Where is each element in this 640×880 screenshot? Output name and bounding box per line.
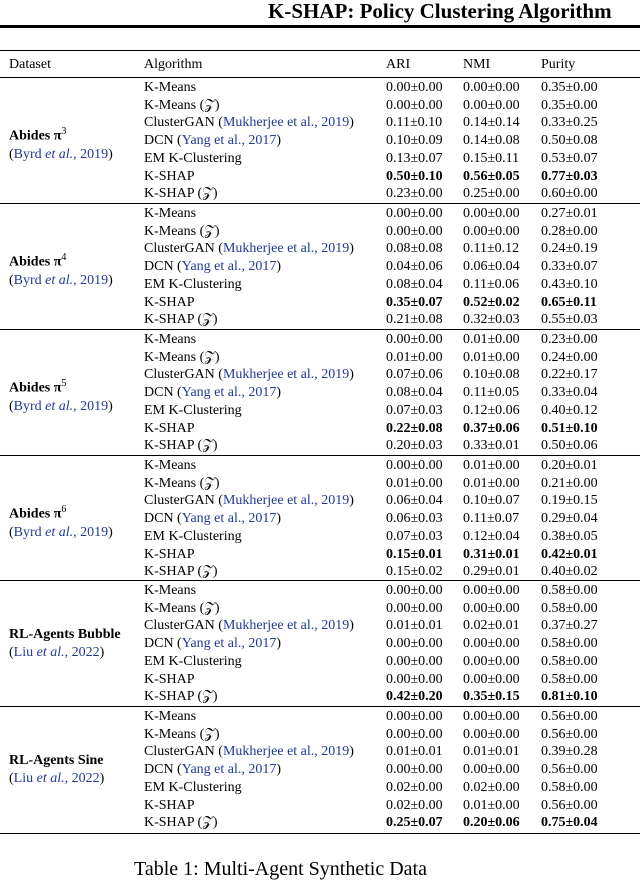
algorithm-cell: ClusterGAN (Mukherjee et al., 2019): [144, 618, 354, 634]
purity-cell: 0.24±0.19: [541, 241, 598, 257]
algorithm-cell: K-Means: [144, 583, 197, 598]
algorithm-cell: DCN (Yang et al., 2017): [144, 636, 282, 652]
purity-cell: 0.39±0.28: [541, 744, 598, 760]
purity-cell: 0.75±0.04: [541, 815, 598, 831]
ari-cell: 0.10±0.09: [386, 133, 443, 149]
nmi-cell: 0.02±0.00: [463, 779, 520, 795]
table-row: [0, 510, 640, 528]
column-header-nmi: NMI: [463, 57, 491, 72]
purity-cell: 0.33±0.04: [541, 385, 598, 401]
ari-cell: 0.08±0.04: [386, 385, 443, 401]
column-header-dataset: Dataset: [9, 57, 51, 72]
table-row: [0, 185, 640, 203]
nmi-cell: 0.01±0.00: [463, 458, 520, 473]
table-row: [0, 349, 640, 367]
table-row: [0, 582, 640, 600]
table-row: [0, 79, 640, 97]
nmi-cell: 0.11±0.07: [463, 511, 520, 527]
ari-cell: 0.08±0.04: [386, 276, 443, 292]
nmi-cell: 0.01±0.00: [463, 349, 520, 365]
algorithm-cell: K-SHAP (𝒵): [144, 186, 218, 202]
algorithm-cell: ClusterGAN (Mukherjee et al., 2019): [144, 493, 354, 509]
ari-cell: 0.20±0.03: [386, 438, 443, 454]
nmi-cell: 0.15±0.11: [463, 150, 520, 166]
purity-cell: 0.77±0.03: [541, 168, 598, 184]
nmi-cell: 0.00±0.00: [463, 671, 520, 687]
column-header-purity: Purity: [541, 57, 576, 72]
nmi-cell: 0.00±0.00: [463, 223, 520, 239]
table-row: [0, 528, 640, 546]
purity-cell: 0.21±0.00: [541, 475, 598, 491]
nmi-cell: 0.01±0.00: [463, 332, 520, 347]
table-row: [0, 546, 640, 564]
nmi-cell: 0.52±0.02: [463, 294, 520, 310]
purity-cell: 0.50±0.08: [541, 133, 598, 149]
ari-cell: 0.02±0.00: [386, 797, 443, 813]
table-row: [0, 743, 640, 761]
table-caption: Table 1: Multi-Agent Synthetic Data: [134, 858, 427, 880]
table-row: [0, 635, 640, 653]
purity-cell: 0.65±0.11: [541, 294, 597, 310]
nmi-cell: 0.11±0.06: [463, 276, 520, 292]
purity-cell: 0.55±0.03: [541, 312, 598, 328]
dataset-superscript: 5: [61, 378, 67, 389]
purity-cell: 0.40±0.02: [541, 564, 598, 580]
nmi-cell: 0.12±0.04: [463, 528, 520, 544]
nmi-cell: 0.37±0.06: [463, 420, 520, 436]
purity-cell: 0.58±0.00: [541, 671, 598, 687]
dataset-name: Abides $\pi^3$: [9, 126, 67, 144]
algorithm-cell: K-SHAP (𝒵): [144, 438, 218, 454]
table-row: [0, 240, 640, 258]
nmi-cell: 0.35±0.15: [463, 689, 520, 705]
ari-cell: 0.06±0.03: [386, 511, 443, 527]
algorithm-citation[interactable]: Mukherjee et al., 2019: [222, 744, 350, 760]
purity-cell: 0.58±0.00: [541, 636, 598, 652]
table-row: [0, 797, 640, 815]
algorithm-citation[interactable]: Yang et al., 2017: [181, 636, 277, 652]
nmi-cell: 0.02±0.01: [463, 618, 520, 634]
nmi-cell: 0.10±0.07: [463, 493, 520, 509]
ari-cell: 0.01±0.01: [386, 744, 443, 760]
purity-cell: 0.58±0.00: [541, 583, 598, 598]
nmi-cell: 0.00±0.00: [463, 97, 520, 113]
table-row: [0, 366, 640, 384]
ari-cell: 0.35±0.07: [386, 294, 443, 310]
table-row: [0, 150, 640, 168]
nmi-cell: 0.29±0.01: [463, 564, 520, 580]
algorithm-cell: ClusterGAN (Mukherjee et al., 2019): [144, 744, 354, 760]
nmi-cell: 0.00±0.00: [463, 726, 520, 742]
algorithm-citation[interactable]: Mukherjee et al., 2019: [222, 493, 350, 509]
group-separator: [0, 77, 640, 78]
ari-cell: 0.02±0.00: [386, 779, 443, 795]
purity-cell: 0.22±0.17: [541, 367, 598, 383]
ari-cell: 0.11±0.10: [386, 115, 443, 131]
nmi-cell: 0.10±0.08: [463, 367, 520, 383]
table-row: [0, 475, 640, 493]
table-row: [0, 708, 640, 726]
nmi-cell: 0.00±0.00: [463, 583, 520, 598]
purity-cell: 0.51±0.10: [541, 420, 598, 436]
purity-cell: 0.33±0.07: [541, 259, 598, 275]
nmi-cell: 0.00±0.00: [463, 636, 520, 652]
table-row: [0, 294, 640, 312]
algorithm-cell: K-Means (𝒵): [144, 223, 220, 239]
algorithm-cell: K-SHAP (𝒵): [144, 815, 218, 831]
table-row: [0, 223, 640, 241]
column-header-ari: ARI: [386, 57, 411, 72]
nmi-cell: 0.14±0.14: [463, 115, 520, 131]
algorithm-cell: K-SHAP: [144, 294, 195, 310]
table-row: [0, 563, 640, 581]
algorithm-citation[interactable]: Mukherjee et al., 2019: [222, 241, 350, 257]
ari-cell: 0.00±0.00: [386, 671, 443, 687]
group-separator: [0, 329, 640, 330]
purity-cell: 0.20±0.01: [541, 458, 598, 473]
algorithm-cell: EM K-Clustering: [144, 402, 242, 418]
purity-cell: 0.56±0.00: [541, 709, 598, 724]
group-separator: [0, 203, 640, 204]
ari-cell: 0.01±0.01: [386, 618, 443, 634]
table-row: [0, 457, 640, 475]
table-row: [0, 402, 640, 420]
nmi-cell: 0.14±0.08: [463, 133, 520, 149]
nmi-cell: 0.00±0.00: [463, 80, 520, 95]
nmi-cell: 0.01±0.01: [463, 744, 520, 760]
ari-cell: 0.01±0.00: [386, 349, 443, 365]
ari-cell: 0.15±0.01: [386, 546, 443, 562]
table-row: [0, 258, 640, 276]
algorithm-cell: K-Means (𝒵): [144, 349, 220, 365]
algorithm-cell: K-SHAP: [144, 671, 195, 687]
purity-cell: 0.24±0.00: [541, 349, 598, 365]
nmi-cell: 0.00±0.00: [463, 762, 520, 778]
group-separator: [0, 580, 640, 581]
table-top-rule: [0, 50, 640, 51]
ari-cell: 0.00±0.00: [386, 458, 443, 473]
nmi-cell: 0.32±0.03: [463, 312, 520, 328]
algorithm-cell: EM K-Clustering: [144, 653, 242, 669]
nmi-cell: 0.01±0.00: [463, 475, 520, 491]
nmi-cell: 0.33±0.01: [463, 438, 520, 454]
dataset-name: Abides $\pi^5$: [9, 378, 67, 396]
running-head: K-SHAP: Policy Clustering Algorithm: [268, 0, 612, 23]
purity-cell: 0.43±0.10: [541, 276, 598, 292]
dataset-citation[interactable]: (Byrd et al., 2019): [9, 146, 113, 162]
purity-cell: 0.42±0.01: [541, 546, 598, 562]
ari-cell: 0.50±0.10: [386, 168, 443, 184]
dataset-citation[interactable]: (Liu et al., 2022): [9, 771, 105, 786]
ari-cell: 0.06±0.04: [386, 493, 443, 509]
purity-cell: 0.33±0.25: [541, 115, 598, 131]
algorithm-cell: ClusterGAN (Mukherjee et al., 2019): [144, 241, 354, 257]
ari-cell: 0.25±0.07: [386, 815, 443, 831]
purity-cell: 0.35±0.00: [541, 97, 598, 113]
table-row: [0, 671, 640, 689]
dataset-name: RL-Agents Bubble: [9, 627, 121, 642]
table-row: [0, 779, 640, 797]
algorithm-citation[interactable]: Yang et al., 2017: [181, 385, 277, 401]
dataset-citation[interactable]: (Byrd et al., 2019): [9, 398, 113, 414]
purity-cell: 0.53±0.07: [541, 150, 598, 166]
algorithm-citation[interactable]: Yang et al., 2017: [181, 133, 277, 149]
table-row: [0, 205, 640, 223]
ari-cell: 0.00±0.00: [386, 583, 443, 598]
purity-cell: 0.27±0.01: [541, 206, 598, 221]
table-row: [0, 311, 640, 329]
dataset-name: RL-Agents Sine: [9, 753, 104, 768]
group-separator: [0, 706, 640, 707]
ari-cell: 0.00±0.00: [386, 636, 443, 652]
nmi-cell: 0.25±0.00: [463, 186, 520, 202]
dataset-citation[interactable]: (Liu et al., 2022): [9, 645, 105, 660]
purity-cell: 0.58±0.00: [541, 653, 598, 669]
purity-cell: 0.35±0.00: [541, 80, 598, 95]
ari-cell: 0.00±0.00: [386, 97, 443, 113]
ari-cell: 0.42±0.20: [386, 689, 443, 705]
dataset-superscript: 6: [61, 504, 67, 515]
nmi-cell: 0.11±0.05: [463, 385, 520, 401]
table-row: [0, 97, 640, 115]
algorithm-cell: EM K-Clustering: [144, 779, 242, 795]
purity-cell: 0.38±0.05: [541, 528, 598, 544]
nmi-cell: 0.00±0.00: [463, 600, 520, 616]
table-row: [0, 726, 640, 744]
column-header-algorithm: Algorithm: [144, 57, 203, 72]
table-row: [0, 420, 640, 438]
algorithm-cell: DCN (Yang et al., 2017): [144, 511, 282, 527]
nmi-cell: 0.00±0.00: [463, 653, 520, 669]
nmi-cell: 0.20±0.06: [463, 815, 520, 831]
ari-cell: 0.00±0.00: [386, 206, 443, 221]
ari-cell: 0.00±0.00: [386, 332, 443, 347]
algorithm-cell: K-Means (𝒵): [144, 475, 220, 491]
algorithm-cell: DCN (Yang et al., 2017): [144, 762, 282, 778]
table-row: [0, 492, 640, 510]
algorithm-citation[interactable]: Yang et al., 2017: [181, 511, 277, 527]
table-row: [0, 653, 640, 671]
table-row: [0, 688, 640, 706]
purity-cell: 0.40±0.12: [541, 402, 598, 418]
table-bottom-rule: [0, 833, 640, 834]
table-row: [0, 600, 640, 618]
algorithm-cell: K-SHAP (𝒵): [144, 689, 218, 705]
ari-cell: 0.07±0.06: [386, 367, 443, 383]
algorithm-cell: EM K-Clustering: [144, 276, 242, 292]
purity-cell: 0.50±0.06: [541, 438, 598, 454]
table-row: [0, 814, 640, 832]
ari-cell: 0.00±0.00: [386, 726, 443, 742]
algorithm-cell: DCN (Yang et al., 2017): [144, 133, 282, 149]
nmi-cell: 0.00±0.00: [463, 206, 520, 221]
algorithm-cell: DCN (Yang et al., 2017): [144, 259, 282, 275]
nmi-cell: 0.00±0.00: [463, 709, 520, 724]
purity-cell: 0.58±0.00: [541, 779, 598, 795]
ari-cell: 0.04±0.06: [386, 259, 443, 275]
purity-cell: 0.56±0.00: [541, 762, 598, 778]
dataset-name: Abides $\pi^6$: [9, 504, 67, 522]
algorithm-cell: K-Means: [144, 458, 197, 473]
ari-cell: 0.00±0.00: [386, 653, 443, 669]
purity-cell: 0.58±0.00: [541, 600, 598, 616]
dataset-superscript: 3: [61, 126, 67, 137]
algorithm-cell: K-Means: [144, 332, 197, 347]
nmi-cell: 0.11±0.12: [463, 241, 520, 257]
algorithm-cell: K-SHAP: [144, 168, 195, 184]
ari-cell: 0.00±0.00: [386, 762, 443, 778]
purity-cell: 0.81±0.10: [541, 689, 598, 705]
ari-cell: 0.07±0.03: [386, 528, 443, 544]
dataset-name: Abides $\pi^4$: [9, 252, 67, 270]
table-row: [0, 331, 640, 349]
algorithm-cell: K-SHAP (𝒵): [144, 564, 218, 580]
ari-cell: 0.01±0.00: [386, 475, 443, 491]
ari-cell: 0.13±0.07: [386, 150, 443, 166]
algorithm-cell: ClusterGAN (Mukherjee et al., 2019): [144, 115, 354, 131]
algorithm-cell: DCN (Yang et al., 2017): [144, 385, 282, 401]
algorithm-cell: K-Means (𝒵): [144, 97, 220, 113]
algorithm-cell: K-Means: [144, 80, 197, 95]
purity-cell: 0.29±0.04: [541, 511, 598, 527]
algorithm-cell: K-SHAP: [144, 420, 195, 436]
dataset-citation[interactable]: (Byrd et al., 2019): [9, 524, 113, 540]
algorithm-citation[interactable]: Mukherjee et al., 2019: [222, 618, 350, 634]
ari-cell: 0.22±0.08: [386, 420, 443, 436]
purity-cell: 0.56±0.00: [541, 726, 598, 742]
table-row: [0, 617, 640, 635]
group-separator: [0, 455, 640, 456]
header-rule: [0, 25, 640, 28]
algorithm-citation[interactable]: Mukherjee et al., 2019: [222, 115, 350, 131]
purity-cell: 0.23±0.00: [541, 332, 598, 347]
table-row: [0, 114, 640, 132]
algorithm-cell: K-Means (𝒵): [144, 726, 220, 742]
algorithm-citation[interactable]: Yang et al., 2017: [181, 762, 277, 778]
ari-cell: 0.21±0.08: [386, 312, 443, 328]
algorithm-citation[interactable]: Yang et al., 2017: [181, 259, 277, 275]
ari-cell: 0.07±0.03: [386, 402, 443, 418]
dataset-citation[interactable]: (Byrd et al., 2019): [9, 272, 113, 288]
algorithm-citation[interactable]: Mukherjee et al., 2019: [222, 367, 350, 383]
algorithm-cell: ClusterGAN (Mukherjee et al., 2019): [144, 367, 354, 383]
nmi-cell: 0.06±0.04: [463, 259, 520, 275]
algorithm-cell: K-SHAP: [144, 546, 195, 562]
algorithm-cell: EM K-Clustering: [144, 150, 242, 166]
algorithm-cell: EM K-Clustering: [144, 528, 242, 544]
ari-cell: 0.00±0.00: [386, 709, 443, 724]
ari-cell: 0.00±0.00: [386, 80, 443, 95]
algorithm-cell: K-SHAP (𝒵): [144, 312, 218, 328]
table-row: [0, 132, 640, 150]
table-row: [0, 168, 640, 186]
table-row: [0, 384, 640, 402]
ari-cell: 0.23±0.00: [386, 186, 443, 202]
nmi-cell: 0.31±0.01: [463, 546, 520, 562]
purity-cell: 0.28±0.00: [541, 223, 598, 239]
ari-cell: 0.00±0.00: [386, 223, 443, 239]
purity-cell: 0.19±0.15: [541, 493, 598, 509]
nmi-cell: 0.12±0.06: [463, 402, 520, 418]
purity-cell: 0.60±0.00: [541, 186, 598, 202]
purity-cell: 0.56±0.00: [541, 797, 598, 813]
algorithm-cell: K-Means: [144, 206, 197, 221]
purity-cell: 0.37±0.27: [541, 618, 598, 634]
nmi-cell: 0.56±0.05: [463, 168, 520, 184]
algorithm-cell: K-Means (𝒵): [144, 600, 220, 616]
table-row: [0, 276, 640, 294]
algorithm-cell: K-Means: [144, 709, 197, 724]
ari-cell: 0.15±0.02: [386, 564, 443, 580]
nmi-cell: 0.01±0.00: [463, 797, 520, 813]
table-row: [0, 437, 640, 455]
ari-cell: 0.00±0.00: [386, 600, 443, 616]
dataset-superscript: 4: [61, 252, 67, 263]
ari-cell: 0.08±0.08: [386, 241, 443, 257]
table-row: [0, 761, 640, 779]
algorithm-cell: K-SHAP: [144, 797, 195, 813]
